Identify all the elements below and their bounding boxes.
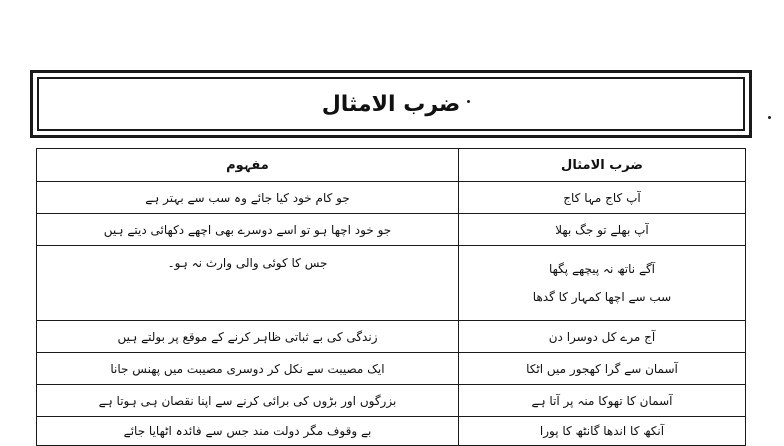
proverb-cell: آنکھ کا اندھا گانٹھ کا پورا	[459, 417, 746, 446]
proverb-line: آگے ناتھ نہ پیچھے پگھا	[548, 262, 656, 276]
speck-mark	[768, 116, 771, 119]
meaning-cell: زندگی کی بے ثباتی ظاہر کرنے کے موقع پر بولتے ہیں	[37, 321, 459, 353]
page-title: ضرب الامثال	[321, 91, 461, 117]
header-proverb: ضرب الامثال	[459, 149, 746, 182]
meaning-cell: جس کا کوئی والی وارث نہ ہو۔	[37, 246, 459, 321]
table-row	[37, 417, 746, 446]
meaning-cell: بے وقوف مگر دولت مند جس سے فائدہ اٹھایا جائے	[37, 417, 459, 446]
table-row	[37, 321, 746, 353]
proverb-cell: آپ کاج مہا کاج	[459, 182, 746, 214]
header-meaning: مفہوم	[37, 149, 459, 182]
title-frame-inner	[37, 77, 745, 131]
meaning-cell: جو خود اچھا ہو تو اسے دوسرے بھی اچھے دکھائی دیتے ہیں	[37, 214, 459, 246]
meaning-cell: بزرگوں اور بڑوں کی برائی کرنے سے اپنا نقصان ہی ہوتا ہے	[37, 385, 459, 417]
proverb-line: سب سے اچھا کمہار کا گدھا	[532, 290, 672, 304]
meaning-cell: جو کام خود کیا جائے وہ سب سے بہتر ہے	[37, 182, 459, 214]
meaning-cell: ایک مصیبت سے نکل کر دوسری مصیبت میں پھنس جانا	[37, 353, 459, 385]
proverb-cell: آج مرے کل دوسرا دن	[459, 321, 746, 353]
proverb-cell: آپ بھلے تو جگ بھلا	[459, 214, 746, 246]
table-header-row	[37, 149, 746, 182]
proverb-cell	[459, 246, 746, 321]
proverbs-table	[36, 148, 746, 446]
title-frame	[30, 70, 752, 138]
proverb-cell: آسمان کا تھوکا منہ پر آتا ہے	[459, 385, 746, 417]
table-row	[37, 385, 746, 417]
table-row	[37, 246, 746, 321]
table-row	[37, 214, 746, 246]
table-row	[37, 353, 746, 385]
table-row	[37, 182, 746, 214]
proverb-cell: آسمان سے گرا کھجور میں اٹکا	[459, 353, 746, 385]
